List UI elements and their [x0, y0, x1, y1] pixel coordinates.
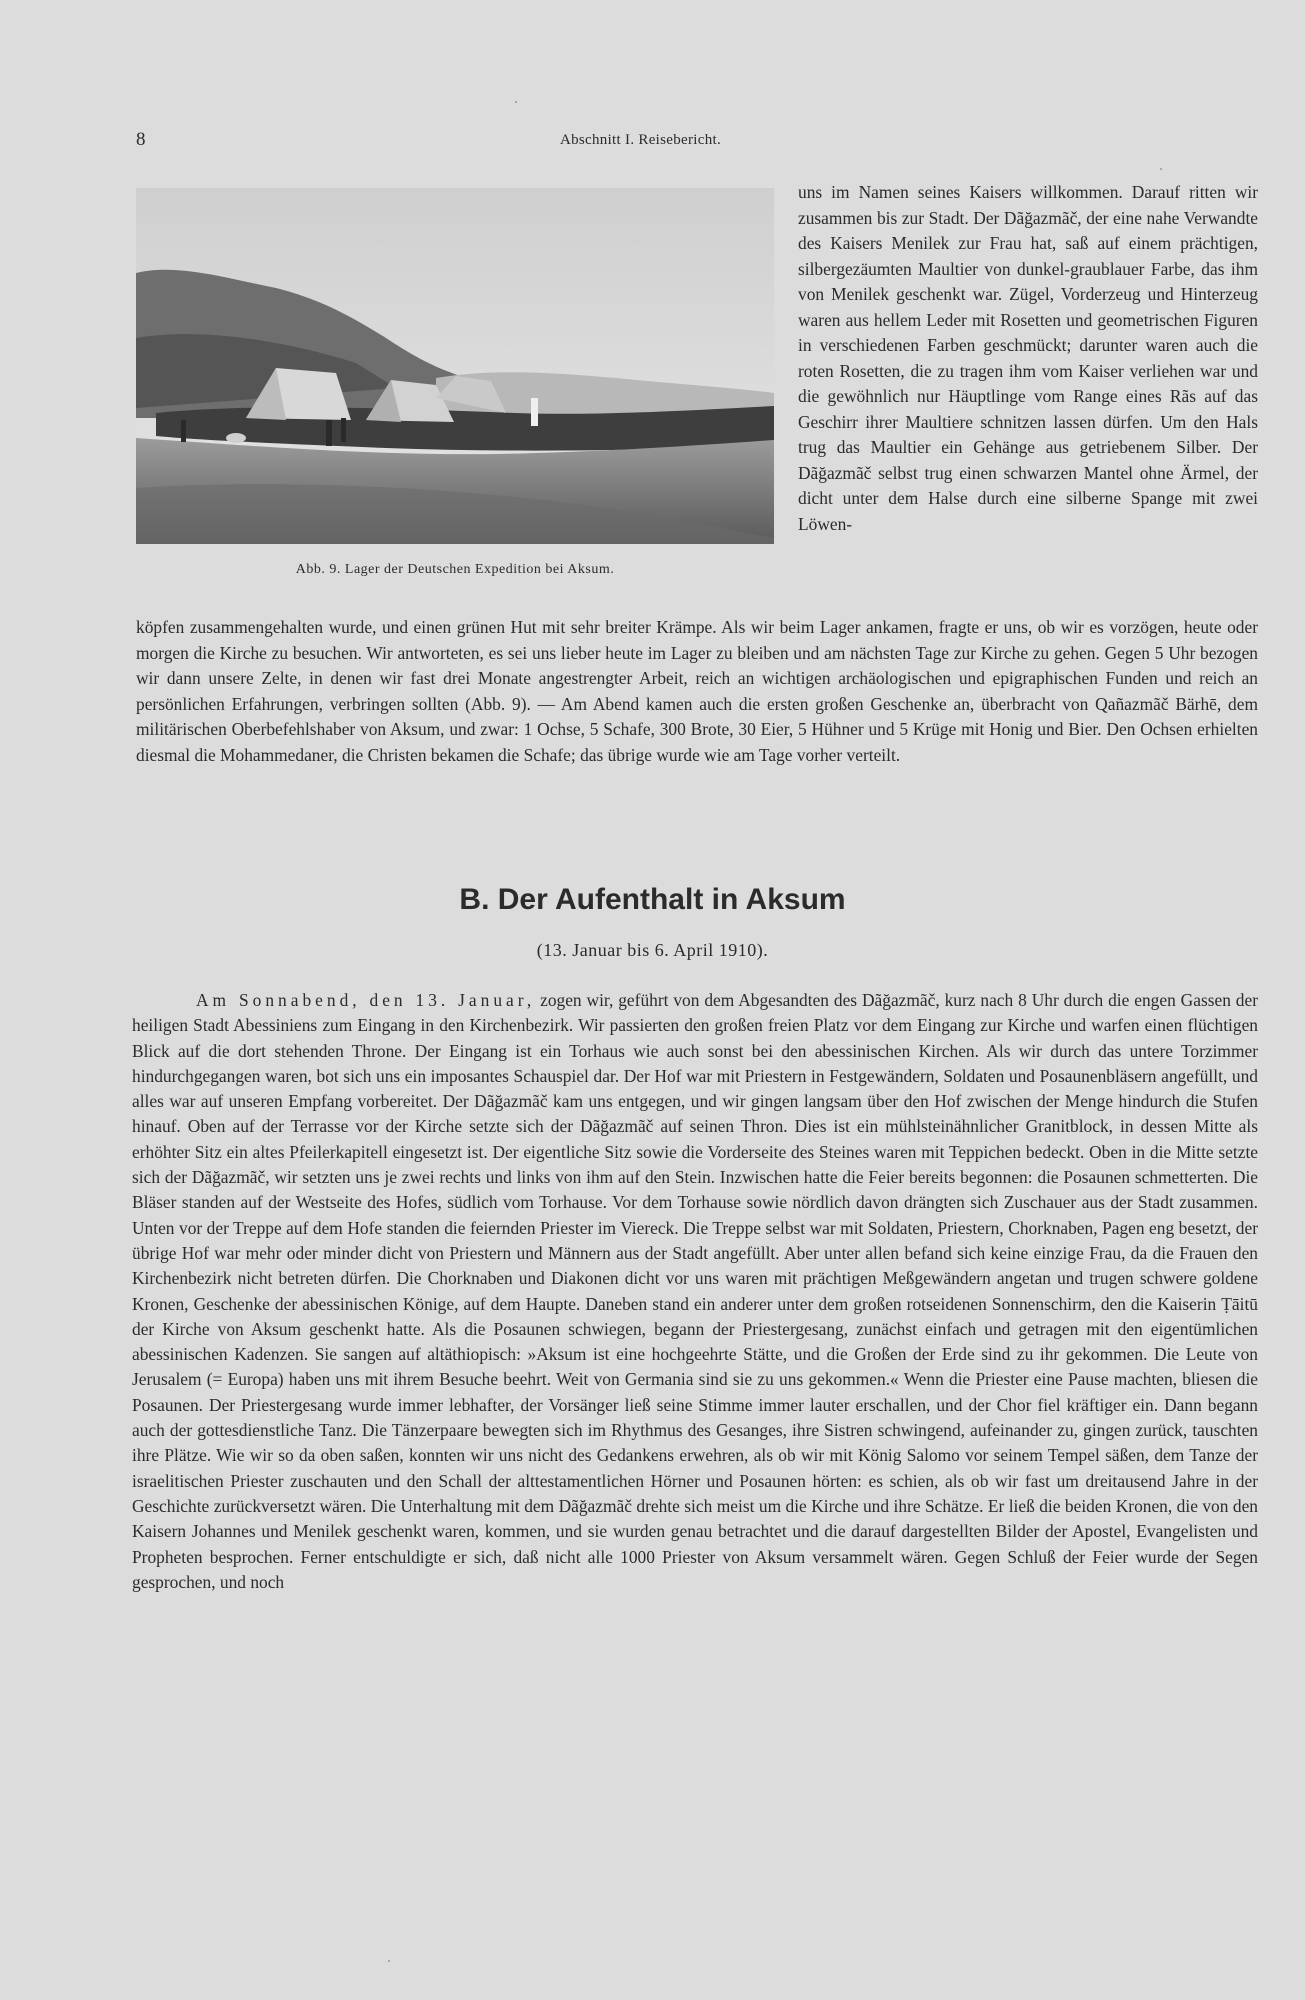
body-text — [132, 988, 1258, 1595]
figure — [136, 188, 774, 578]
intro-wrap-paragraph: uns im Namen seines Kaisers willkommen. Darauf ritten wir zusammen bis zur Stadt. Der Dãğazmãč, der eine nahe Verwandte des Kaisers Menilek zur Frau hat, saß auf einem prächtigen, silbergezäumten Maultier von dunkel-graublauer Farbe, das ihm von Menilek geschenkt war. Zügel, Vorderzeug und Hinterzeug waren aus hellem Leder mit Rosetten und geometrischen Figuren in verschiedenen Farben geschmückt; darunter waren auch die roten Rosetten, die zu tragen ihm vom Kaiser verliehen war und die gewöhnlich nur Häuptlinge vom Range eines Rãs auf das Geschirr ihrer Maultiere schnitzen lassen dürfen. Um den Hals trug das Maultier ein Gehänge aus getriebenem Silber. Der Dãğazmãč selbst trug einen schwarzen Mantel ohne Ärmel, der dicht unter dem Halse durch eine silberne Spange mit zwei Löwen- — [798, 182, 1258, 534]
intro-full-text — [136, 615, 1258, 768]
running-title: Abschnitt I. Reisebericht. — [559, 132, 722, 148]
lead-date: Am Sonnabend, den 13. Januar, — [196, 990, 536, 1010]
section-subtitle: (13. Januar bis 6. April 1910). — [536, 940, 769, 960]
running-head — [136, 129, 1145, 153]
scan-speck — [388, 1960, 390, 1962]
intro-full-paragraph: köpfen zusammengehalten wurde, und einen grünen Hut mit sehr breiter Krämpe. Als wir beim Lager ankamen, fragte er uns, ob wir es vorzögen, heute oder morgen die Kirche zu besuchen. Wir antworteten, es sei uns lieber heute im Lager zu bleiben und am nächsten Tage zur Kirche zu gehen. Gegen 5 Uhr bezogen wir dann unsere Zelte, in denen wir fast drei Monate angestrengter Arbeit, reich an wichtigen archäologischen und epigraphischen Funden und reich an persönlichen Erfahrungen, verbringen sollten (Abb. 9). — Am Abend kamen auch die ersten großen Geschenke an, überbracht von Qañazmãč Bärhē, dem militärischen Oberbefehlshaber von Aksum, und zwar: 1 Ochse, 5 Schafe, 300 Brote, 30 Eier, 5 Hühner und 5 Krüge mit Honig und Bier. Den Ochsen erhielten diesmal die Mohammedaner, die Christen bekamen die Schafe; das übrige wurde wie am Tage vorher verteilt. — [136, 617, 1258, 765]
figure-caption: Abb. 9. Lager der Deutschen Expedition bei Aksum. — [295, 562, 615, 577]
intro-wrap-text — [798, 180, 1258, 537]
scan-speck — [515, 101, 517, 103]
scan-speck — [1160, 168, 1162, 170]
expedition-camp-photo — [136, 188, 774, 544]
body-paragraph-text: zogen wir, geführt von dem Abgesandten des Dãğazmãč, kurz nach 8 Uhr durch die engen Gassen der heiligen Stadt Abessiniens zum Eingang in den Kirchenbezirk. Wir passierten den großen freien Platz vor dem Eingang zur Kirche und warfen einen flüchtigen Blick auf die dort stehenden Throne. Der Eingang ist ein Torhaus wie auch sonst bei den abessinischen Kirchen. Als wir durch das untere Torzimmer hindurchgegangen waren, bot sich uns ein imposantes Schauspiel dar. Der Hof war mit Priestern in Festgewändern, Soldaten und Posaunenbläsern angefüllt, und alles war auf unseren Empfang vorbereitet. Der Dãğazmãč kam uns entgegen, und wir gingen langsam über den Hof zwischen der Menge hindurch die Stufen hinauf. Oben auf der Terrasse vor der Kirche setzte sich der Dãğazmãč auf seinen Thron. Dies ist ein mühlsteinähnlicher Granitblock, in dessen Mitte als erhöhter Sitz ein altes Pfeilerkapitell eingesetzt ist. Der eigentliche Sitz sowie die Vorderseite des Steines waren mit Teppichen bedeckt. Oben in die Mitte setzte sich der Dãğazmãč, wir setzten uns je zwei rechts und links von ihm auf den Stein. Inzwischen hatte die Feier bereits begonnen: die Posaunen schmetterten. Die Bläser standen auf der Westseite des Hofes, südlich vom Torhause. Vor dem Torhause sowie nördlich davon drängten sich Zuschauer aus der Stadt zusammen. Unten vor der Treppe auf dem Hofe standen die feiernden Priester im Viereck. Die Treppe selbst war mit Soldaten, Priestern, Chorknaben, Pagen eng besetzt, der übrige Hof war mehr oder minder dicht von Priestern und Männern aus der Stadt angefüllt. Aber unter allen befand sich keine einzige Frau, da die Frauen den Kirchenbezirk nicht betreten dürfen. Die Chorknaben und Diakonen dicht vor uns waren mit prächtigen Meßgewändern angetan und trugen schwere goldene Kronen, Geschenke der abessinischen Könige, auf dem Haupte. Daneben stand ein anderer unter dem großen rotseidenen Sonnenschirm, den die Kaiserin Ṭāitū der Kirche von Aksum geschenkt hatte. Als die Posaunen schwiegen, begann der Priestergesang, zunächst einfach und getragen mit den eigentümlichen abessinischen Kadenzen. Sie sangen auf altäthiopisch: »Aksum ist eine hochgeehrte Stätte, und die Großen der Erde sind zu ihr gekommen. Die Leute von Jerusalem (= Europa) haben uns mit ihrem Besuche beehrt. Weit von Germania sind sie zu uns gekommen.« Wenn die Priester eine Pause machten, bliesen die Posaunen. Der Priestergesang wurde immer lebhafter, der Vorsänger ließ seine Stimme immer lauter erschallen, und der Chor fiel kräftiger ein. Dann begann auch der gottesdienstliche Tanz. Die Tänzerpaare bewegten sich im Rhythmus des Gesanges, ihre Sistren schwingend, aufeinander zu, gingen zurück, tauschten ihre Plätze. Wie wir so da oben saßen, konnten wir uns nicht des Gedankens erwehren, als ob wir mit König Salomo vor seinem Tempel säßen, dem Tanze der israelitischen Priester zuschauten und den Schall der alttestamentlichen Hörner und Posaunen hörten: es schien, als ob wir fast um dreitausend Jahre in der Geschichte zurückversetzt wären. Die Unterhaltung mit dem Dãğazmãč drehte sich meist um die Kirche und ihre Schätze. Er ließ die beiden Kronen, die von den Kaisern Johannes und Menilek geschenkt waren, kommen, und sie wurden genau betrachtet und die darauf dargestellten Bilder der Apostel, Evangelisten und Propheten besprochen. Ferner entschuldigte er sich, daß nicht alle 1000 Priester von Aksum versammelt wären. Gegen Schluß der Feier wurde der Segen gesprochen, und noch — [132, 990, 1259, 1592]
page-number: 8 — [136, 129, 146, 150]
body-paragraph — [132, 988, 1258, 1595]
section-title: B. Der Aufenthalt in Aksum — [459, 883, 846, 916]
